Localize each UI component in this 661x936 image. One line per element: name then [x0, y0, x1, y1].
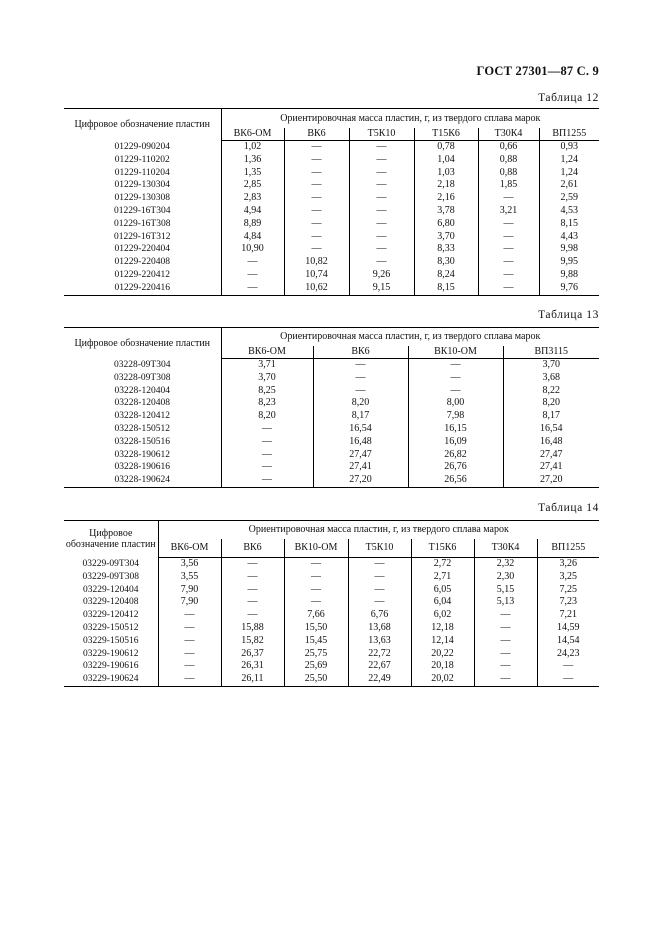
mass-cell: 3,70 [221, 372, 313, 385]
mass-cell: 16,54 [313, 423, 408, 436]
designation-cell: 01229-16T308 [114, 218, 171, 229]
table-13-caption: Таблица 13 [538, 309, 599, 321]
mass-cell: — [349, 179, 414, 192]
mass-cell: — [474, 660, 537, 673]
mass-cell: 3,68 [503, 372, 599, 385]
mass-cell: — [284, 192, 349, 205]
mass-cell: — [348, 558, 411, 571]
mass-cell: 9,98 [539, 243, 599, 256]
mass-cell: 8,89 [221, 218, 284, 231]
mass-cell: 1,36 [221, 154, 284, 167]
mass-cell: 6,04 [411, 596, 474, 609]
mass-cell: 16,48 [313, 436, 408, 449]
designation-cell: 03228-150516 [114, 436, 170, 447]
mass-cell: — [478, 231, 539, 244]
designation-cell: 01229-130304 [114, 180, 170, 191]
column-header: Т5К10 [348, 539, 411, 558]
column-header: Т5К10 [349, 128, 414, 141]
designation-cell: 03228-09T308 [114, 372, 171, 383]
mass-cell: — [158, 635, 221, 648]
table-row [64, 461, 599, 474]
mass-cell: 10,74 [284, 269, 349, 282]
table-row [64, 179, 599, 192]
column-header: ВП1255 [539, 128, 599, 141]
mass-cell: 8,33 [414, 243, 478, 256]
table-row [64, 282, 599, 295]
mass-cell: — [284, 596, 348, 609]
table-row [64, 673, 599, 686]
mass-cell: 7,98 [408, 410, 503, 423]
mass-cell: 26,76 [408, 461, 503, 474]
column-header: Т30К4 [474, 539, 537, 558]
mass-cell: 7,90 [158, 584, 221, 597]
mass-cell: 8,22 [503, 385, 599, 398]
column-header: ВК6-ОМ [158, 539, 221, 558]
mass-cell: — [284, 571, 348, 584]
mass-cell: 15,50 [284, 622, 348, 635]
mass-cell: — [537, 673, 599, 686]
mass-cell: 25,69 [284, 660, 348, 673]
table-row [64, 474, 599, 487]
mass-group-header: Ориентировочная масса пластин, г, из твердого сплава марок [221, 328, 599, 346]
table-row [64, 359, 599, 372]
designation-cell: 01229-16T304 [114, 205, 171, 216]
mass-cell: 26,31 [221, 660, 284, 673]
mass-cell: — [349, 218, 414, 231]
designation-cell: 03229-09T304 [82, 558, 139, 569]
designation-cell: 03229-190624 [64, 673, 158, 686]
mass-cell: 6,80 [414, 218, 478, 231]
mass-cell: 2,61 [539, 179, 599, 192]
mass-cell: 2,32 [474, 558, 537, 571]
mass-cell: — [408, 359, 503, 372]
column-header: Т30К4 [478, 128, 539, 141]
mass-cell: — [474, 635, 537, 648]
designation-cell: 03228-190624 [64, 474, 221, 487]
designation-cell: 01229-130308 [114, 193, 170, 204]
column-header: ВК6 [221, 539, 284, 558]
mass-cell: — [284, 584, 348, 597]
mass-cell: — [284, 558, 348, 571]
mass-cell: — [313, 385, 408, 398]
mass-cell: 9,88 [539, 269, 599, 282]
mass-cell: 27,47 [503, 449, 599, 462]
table-row [64, 558, 599, 571]
designation-cell: 03229-190616 [83, 661, 139, 672]
table-row [64, 596, 599, 609]
mass-cell: — [158, 609, 221, 622]
table-row [64, 449, 599, 462]
mass-cell: — [284, 231, 349, 244]
designation-header: Цифровое обозначение пластин [64, 109, 221, 141]
mass-cell: 3,70 [503, 359, 599, 372]
mass-cell: 3,78 [414, 205, 478, 218]
mass-cell: 13,63 [348, 635, 411, 648]
mass-cell: 27,41 [503, 461, 599, 474]
mass-cell: 5,13 [474, 596, 537, 609]
mass-cell: — [221, 461, 313, 474]
mass-cell: 3,56 [158, 558, 221, 571]
mass-cell: — [313, 359, 408, 372]
mass-cell: 20,02 [411, 673, 474, 686]
mass-cell: — [221, 436, 313, 449]
mass-cell: 10,62 [284, 282, 349, 295]
mass-cell: 2,85 [221, 179, 284, 192]
table-14-caption: Таблица 14 [538, 502, 599, 514]
mass-cell: — [478, 256, 539, 269]
mass-cell: 22,67 [348, 660, 411, 673]
mass-cell: — [537, 660, 599, 673]
designation-cell: 03229-150512 [83, 622, 139, 633]
designation-cell: 03229-150516 [83, 635, 139, 646]
mass-cell: — [349, 167, 414, 180]
mass-cell: 27,47 [313, 449, 408, 462]
mass-cell: — [221, 609, 284, 622]
mass-cell: 1,24 [539, 167, 599, 180]
mass-cell: 12,14 [411, 635, 474, 648]
mass-cell: — [221, 584, 284, 597]
designation-cell: 01229-220408 [114, 257, 170, 268]
column-header: ВК6 [313, 346, 408, 359]
mass-cell: 2,71 [411, 571, 474, 584]
mass-cell: 9,15 [349, 282, 414, 295]
mass-cell: 6,76 [348, 609, 411, 622]
mass-cell: — [284, 167, 349, 180]
table-row [64, 192, 599, 205]
mass-group-header: Ориентировочная масса пластин, г, из твердого сплава марок [221, 109, 599, 128]
mass-cell: — [478, 243, 539, 256]
mass-cell: — [221, 571, 284, 584]
mass-cell: 24,23 [537, 648, 599, 661]
mass-cell: — [313, 372, 408, 385]
mass-cell: — [221, 449, 313, 462]
designation-cell: 03228-09T304 [114, 359, 171, 370]
mass-cell: 4,43 [539, 231, 599, 244]
mass-cell: 20,22 [411, 648, 474, 661]
mass-cell: 8,24 [414, 269, 478, 282]
column-header: ВП3115 [503, 346, 599, 359]
mass-cell: 1,35 [221, 167, 284, 180]
mass-cell: 8,15 [539, 218, 599, 231]
mass-cell: — [349, 231, 414, 244]
mass-cell: 7,66 [284, 609, 348, 622]
table-row [64, 205, 599, 218]
designation-cell: 03228-190612 [114, 449, 170, 460]
mass-cell: 14,59 [537, 622, 599, 635]
mass-cell: 3,55 [158, 571, 221, 584]
mass-cell: — [349, 205, 414, 218]
column-header: ВП1255 [537, 539, 599, 558]
table-row [64, 423, 599, 436]
mass-cell: — [221, 269, 284, 282]
mass-cell: 0,78 [414, 141, 478, 154]
mass-cell: 22,49 [348, 673, 411, 686]
mass-cell: 8,15 [414, 282, 478, 295]
mass-cell: 15,82 [221, 635, 284, 648]
mass-cell: 2,72 [411, 558, 474, 571]
mass-cell: — [474, 622, 537, 635]
mass-cell: 8,17 [503, 410, 599, 423]
mass-cell: 1,04 [414, 154, 478, 167]
table-row [64, 269, 599, 282]
table-row [64, 141, 599, 154]
mass-cell: 0,93 [539, 141, 599, 154]
mass-cell: 0,88 [478, 154, 539, 167]
table-row [64, 410, 599, 423]
table-row [64, 648, 599, 661]
mass-cell: — [478, 282, 539, 295]
mass-cell: — [478, 218, 539, 231]
mass-cell: 15,45 [284, 635, 348, 648]
mass-cell: 1,02 [221, 141, 284, 154]
designation-cell: 03228-120408 [114, 398, 170, 409]
mass-group-header: Ориентировочная масса пластин, г, из твердого сплава марок [158, 521, 599, 539]
designation-cell: 01229-110204 [114, 167, 170, 178]
mass-cell: 2,18 [414, 179, 478, 192]
mass-cell: — [348, 584, 411, 597]
designation-cell: 01229-220404 [114, 244, 170, 255]
table-row [64, 571, 599, 584]
mass-cell: 8,25 [221, 385, 313, 398]
designation-header: Цифровое обозначение пластин [64, 328, 221, 359]
designation-cell: 03229-120404 [83, 584, 139, 595]
mass-cell: 15,88 [221, 622, 284, 635]
mass-cell: 6,05 [411, 584, 474, 597]
mass-cell: 2,30 [474, 571, 537, 584]
mass-cell: 8,17 [313, 410, 408, 423]
mass-cell: 9,76 [539, 282, 599, 295]
mass-cell: — [158, 660, 221, 673]
column-header: ВК6 [284, 128, 349, 141]
mass-cell: — [221, 423, 313, 436]
mass-cell: — [349, 154, 414, 167]
mass-cell: 27,20 [313, 474, 408, 487]
mass-cell: 4,53 [539, 205, 599, 218]
column-header: Т15К6 [411, 539, 474, 558]
mass-cell: — [284, 179, 349, 192]
mass-cell: 25,50 [284, 673, 348, 686]
mass-cell: 9,26 [349, 269, 414, 282]
mass-cell: — [349, 243, 414, 256]
mass-cell: 27,41 [313, 461, 408, 474]
table-row [64, 660, 599, 673]
designation-cell: 03228-120404 [114, 385, 170, 396]
mass-cell: 8,20 [313, 397, 408, 410]
mass-cell: 8,30 [414, 256, 478, 269]
mass-cell: — [284, 243, 349, 256]
table-row [64, 218, 599, 231]
mass-cell: — [349, 192, 414, 205]
mass-cell: — [474, 673, 537, 686]
mass-cell: — [349, 256, 414, 269]
column-header: ВК6-ОМ [221, 346, 313, 359]
mass-cell: 26,37 [221, 648, 284, 661]
mass-cell: — [408, 372, 503, 385]
designation-cell: 03229-190612 [83, 648, 139, 659]
mass-cell: 7,25 [537, 584, 599, 597]
table-12-caption: Таблица 12 [538, 92, 599, 104]
table-13 [64, 327, 599, 488]
mass-cell: 1,24 [539, 154, 599, 167]
mass-cell: — [478, 269, 539, 282]
mass-cell: 8,00 [408, 397, 503, 410]
page-header: ГОСТ 27301—87 С. 9 [476, 64, 599, 78]
mass-cell: 7,23 [537, 596, 599, 609]
mass-cell: 1,03 [414, 167, 478, 180]
mass-cell: 9,95 [539, 256, 599, 269]
mass-cell: — [284, 218, 349, 231]
table-12 [64, 108, 599, 296]
mass-cell: 3,70 [414, 231, 478, 244]
column-header: Т15К6 [414, 128, 478, 141]
mass-cell: 1,85 [478, 179, 539, 192]
designation-cell: 03229-120408 [83, 597, 139, 608]
mass-cell: 13,68 [348, 622, 411, 635]
mass-cell: 16,15 [408, 423, 503, 436]
mass-cell: 10,82 [284, 256, 349, 269]
table-row [64, 584, 599, 597]
mass-cell: 4,84 [221, 231, 284, 244]
mass-cell: 2,59 [539, 192, 599, 205]
mass-cell: 16,09 [408, 436, 503, 449]
mass-cell: 2,83 [221, 192, 284, 205]
mass-cell: — [221, 596, 284, 609]
designation-cell: 03229-120412 [83, 610, 139, 621]
mass-cell: 22,72 [348, 648, 411, 661]
mass-cell: 7,21 [537, 609, 599, 622]
mass-cell: — [221, 558, 284, 571]
mass-cell: — [284, 154, 349, 167]
mass-cell: — [408, 385, 503, 398]
table-row [64, 372, 599, 385]
table-row [64, 397, 599, 410]
designation-cell: 01229-090204 [114, 141, 170, 152]
mass-cell: 20,18 [411, 660, 474, 673]
mass-cell: 16,54 [503, 423, 599, 436]
mass-cell: 27,20 [503, 474, 599, 487]
table-row [64, 635, 599, 648]
mass-cell: 8,20 [221, 410, 313, 423]
table-row [64, 256, 599, 269]
mass-cell: 25,75 [284, 648, 348, 661]
mass-cell: — [221, 256, 284, 269]
mass-cell: 8,23 [221, 397, 313, 410]
column-header: ВК10-ОМ [284, 539, 348, 558]
mass-cell: 5,15 [474, 584, 537, 597]
designation-cell: 03228-120412 [114, 411, 170, 422]
mass-cell: 6,02 [411, 609, 474, 622]
mass-cell: 12,18 [411, 622, 474, 635]
designation-cell: 01229-110202 [114, 154, 170, 165]
designation-cell: 03228-190616 [114, 462, 170, 473]
mass-cell: 2,16 [414, 192, 478, 205]
mass-cell: — [474, 648, 537, 661]
mass-cell: 16,48 [503, 436, 599, 449]
mass-cell: — [284, 141, 349, 154]
mass-cell: — [158, 648, 221, 661]
mass-cell: 3,26 [537, 558, 599, 571]
mass-cell: — [158, 673, 221, 686]
mass-cell: 14,54 [537, 635, 599, 648]
mass-cell: 26,11 [221, 673, 284, 686]
mass-cell: — [348, 596, 411, 609]
mass-cell: — [348, 571, 411, 584]
mass-cell: 10,90 [221, 243, 284, 256]
mass-cell: 26,82 [408, 449, 503, 462]
mass-cell: — [158, 622, 221, 635]
mass-cell: 7,90 [158, 596, 221, 609]
mass-cell: — [284, 205, 349, 218]
mass-cell: 0,66 [478, 141, 539, 154]
mass-cell: — [349, 141, 414, 154]
mass-cell: 26,56 [408, 474, 503, 487]
table-row [64, 167, 599, 180]
designation-header: Цифровое обозначение пластин [64, 521, 158, 558]
designation-cell: 03229-09T308 [82, 571, 139, 582]
table-row [64, 622, 599, 635]
table-row [64, 436, 599, 449]
mass-cell: — [474, 609, 537, 622]
mass-cell: 3,25 [537, 571, 599, 584]
designation-cell: 01229-16T312 [114, 231, 171, 242]
mass-cell: 8,20 [503, 397, 599, 410]
mass-cell: — [221, 474, 313, 487]
column-header: ВК6-ОМ [221, 128, 284, 141]
table-row [64, 231, 599, 244]
column-header: ВК10-ОМ [408, 346, 503, 359]
mass-cell: — [221, 282, 284, 295]
table-row [64, 609, 599, 622]
mass-cell: — [478, 192, 539, 205]
table-row [64, 154, 599, 167]
mass-cell: 3,71 [221, 359, 313, 372]
mass-cell: 3,21 [478, 205, 539, 218]
table-14 [64, 520, 599, 687]
designation-cell: 01229-220416 [64, 282, 221, 295]
designation-cell: 03228-150512 [114, 423, 170, 434]
table-row [64, 243, 599, 256]
mass-cell: 0,88 [478, 167, 539, 180]
designation-cell: 01229-220412 [114, 269, 170, 280]
mass-cell: 4,94 [221, 205, 284, 218]
table-row [64, 385, 599, 398]
